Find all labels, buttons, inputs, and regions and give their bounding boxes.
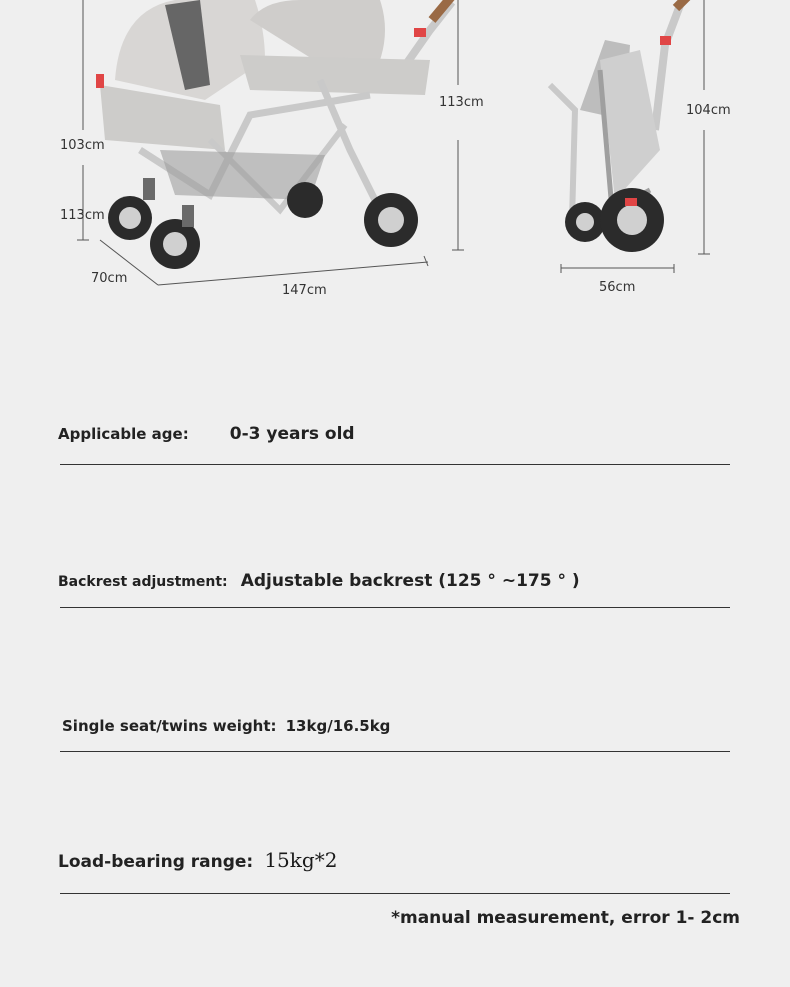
divider: [60, 607, 730, 608]
dim-height-seat: 113cm: [60, 208, 105, 223]
spec-weight: [62, 716, 390, 735]
spec-label: Load-bearing range:: [58, 852, 254, 872]
dim-length: 147cm: [282, 283, 327, 298]
folded-stroller-image: [550, 0, 688, 252]
spec-value: Adjustable backrest (125 ° ~175 ° ): [240, 571, 580, 591]
spec-backrest: [58, 571, 580, 591]
twin-stroller-image: [96, 0, 452, 269]
spec-value: 0-3 years old: [229, 424, 355, 444]
dim-folded-width: 56cm: [599, 280, 636, 295]
spec-load-bearing: [58, 848, 337, 872]
spec-label: Applicable age:: [58, 425, 189, 443]
dim-folded-height: 104cm: [686, 103, 731, 118]
spec-label: Backrest adjustment:: [58, 574, 228, 590]
divider: [60, 464, 730, 465]
spec-value: 13kg/16.5kg: [285, 717, 391, 735]
measurement-note: *manual measurement, error 1- 2cm: [391, 908, 740, 928]
dim-depth: 70cm: [91, 271, 128, 286]
spec-label: Single seat/twins weight:: [62, 717, 277, 735]
dim-height-right: 113cm: [439, 95, 484, 110]
spec-value: 15kg*2: [264, 848, 338, 872]
dim-height-total: 103cm: [60, 138, 105, 153]
divider: [60, 751, 730, 752]
divider: [60, 893, 730, 894]
spec-applicable-age: [58, 424, 355, 444]
